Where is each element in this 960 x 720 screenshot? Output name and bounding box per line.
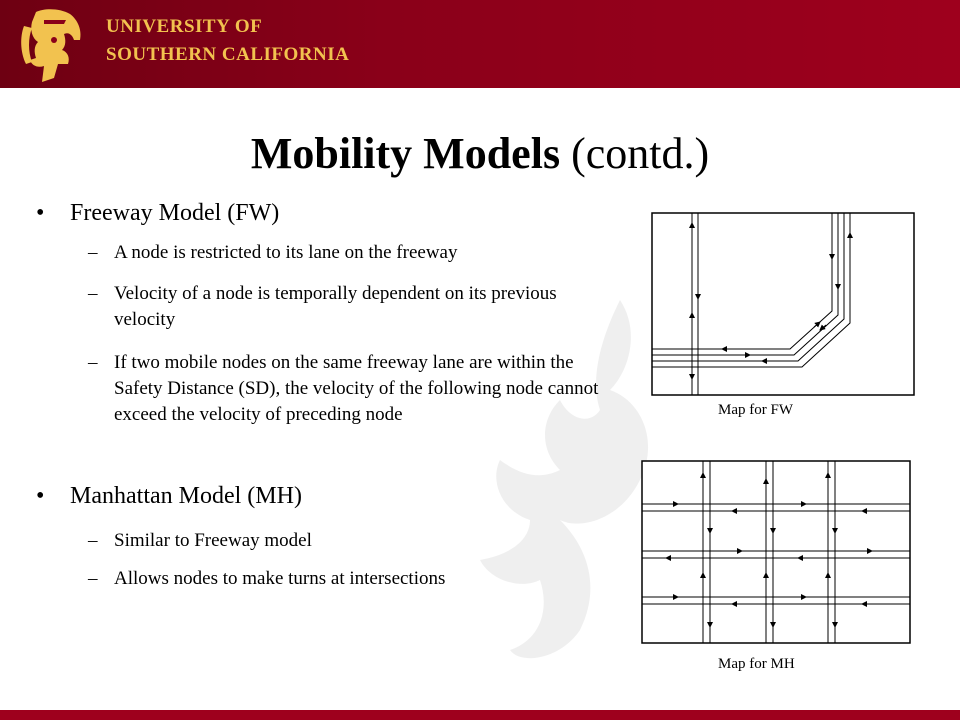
bullet-text: Freeway Model (FW) xyxy=(70,200,280,226)
dash-glyph: – xyxy=(88,352,98,373)
slide-title-bold: Mobility Models xyxy=(250,129,561,178)
sub-bullet-text: Velocity of a node is temporally dependent on its previous velocity xyxy=(114,283,557,330)
dash-glyph: – xyxy=(88,242,98,263)
sub-bullet-text: A node is restricted to its lane on the freeway xyxy=(114,242,458,263)
manhattan-map-figure xyxy=(640,459,912,645)
freeway-map-figure xyxy=(650,211,916,397)
dash-glyph: – xyxy=(88,530,98,551)
sub-bullet-text: If two mobile nodes on the same freeway lane are within the Safety Distance (SD), the velocity of the following node cannot exceed the velocity of preceding node xyxy=(114,352,599,425)
bullet-text: Manhattan Model (MH) xyxy=(70,483,302,509)
slide-title-rest: (contd.) xyxy=(560,129,710,178)
header-banner xyxy=(0,0,960,88)
university-name-line1: UNIVERSITY OF xyxy=(106,16,263,37)
sub-bullet-text: Allows nodes to make turns at intersections xyxy=(114,568,446,589)
dash-glyph: – xyxy=(88,283,98,304)
bullet-glyph: • xyxy=(36,200,45,226)
bullet-glyph: • xyxy=(36,483,45,509)
footer-bar xyxy=(0,710,960,720)
dash-glyph: – xyxy=(88,568,98,589)
university-name-line2: SOUTHERN CALIFORNIA xyxy=(106,44,350,65)
sub-bullet-text: Similar to Freeway model xyxy=(114,530,312,551)
slide-title xyxy=(0,128,960,180)
figure-caption-fw: Map for FW xyxy=(718,402,793,418)
trojan-head-icon xyxy=(14,6,88,84)
figure-caption-mh: Map for MH xyxy=(718,656,795,672)
